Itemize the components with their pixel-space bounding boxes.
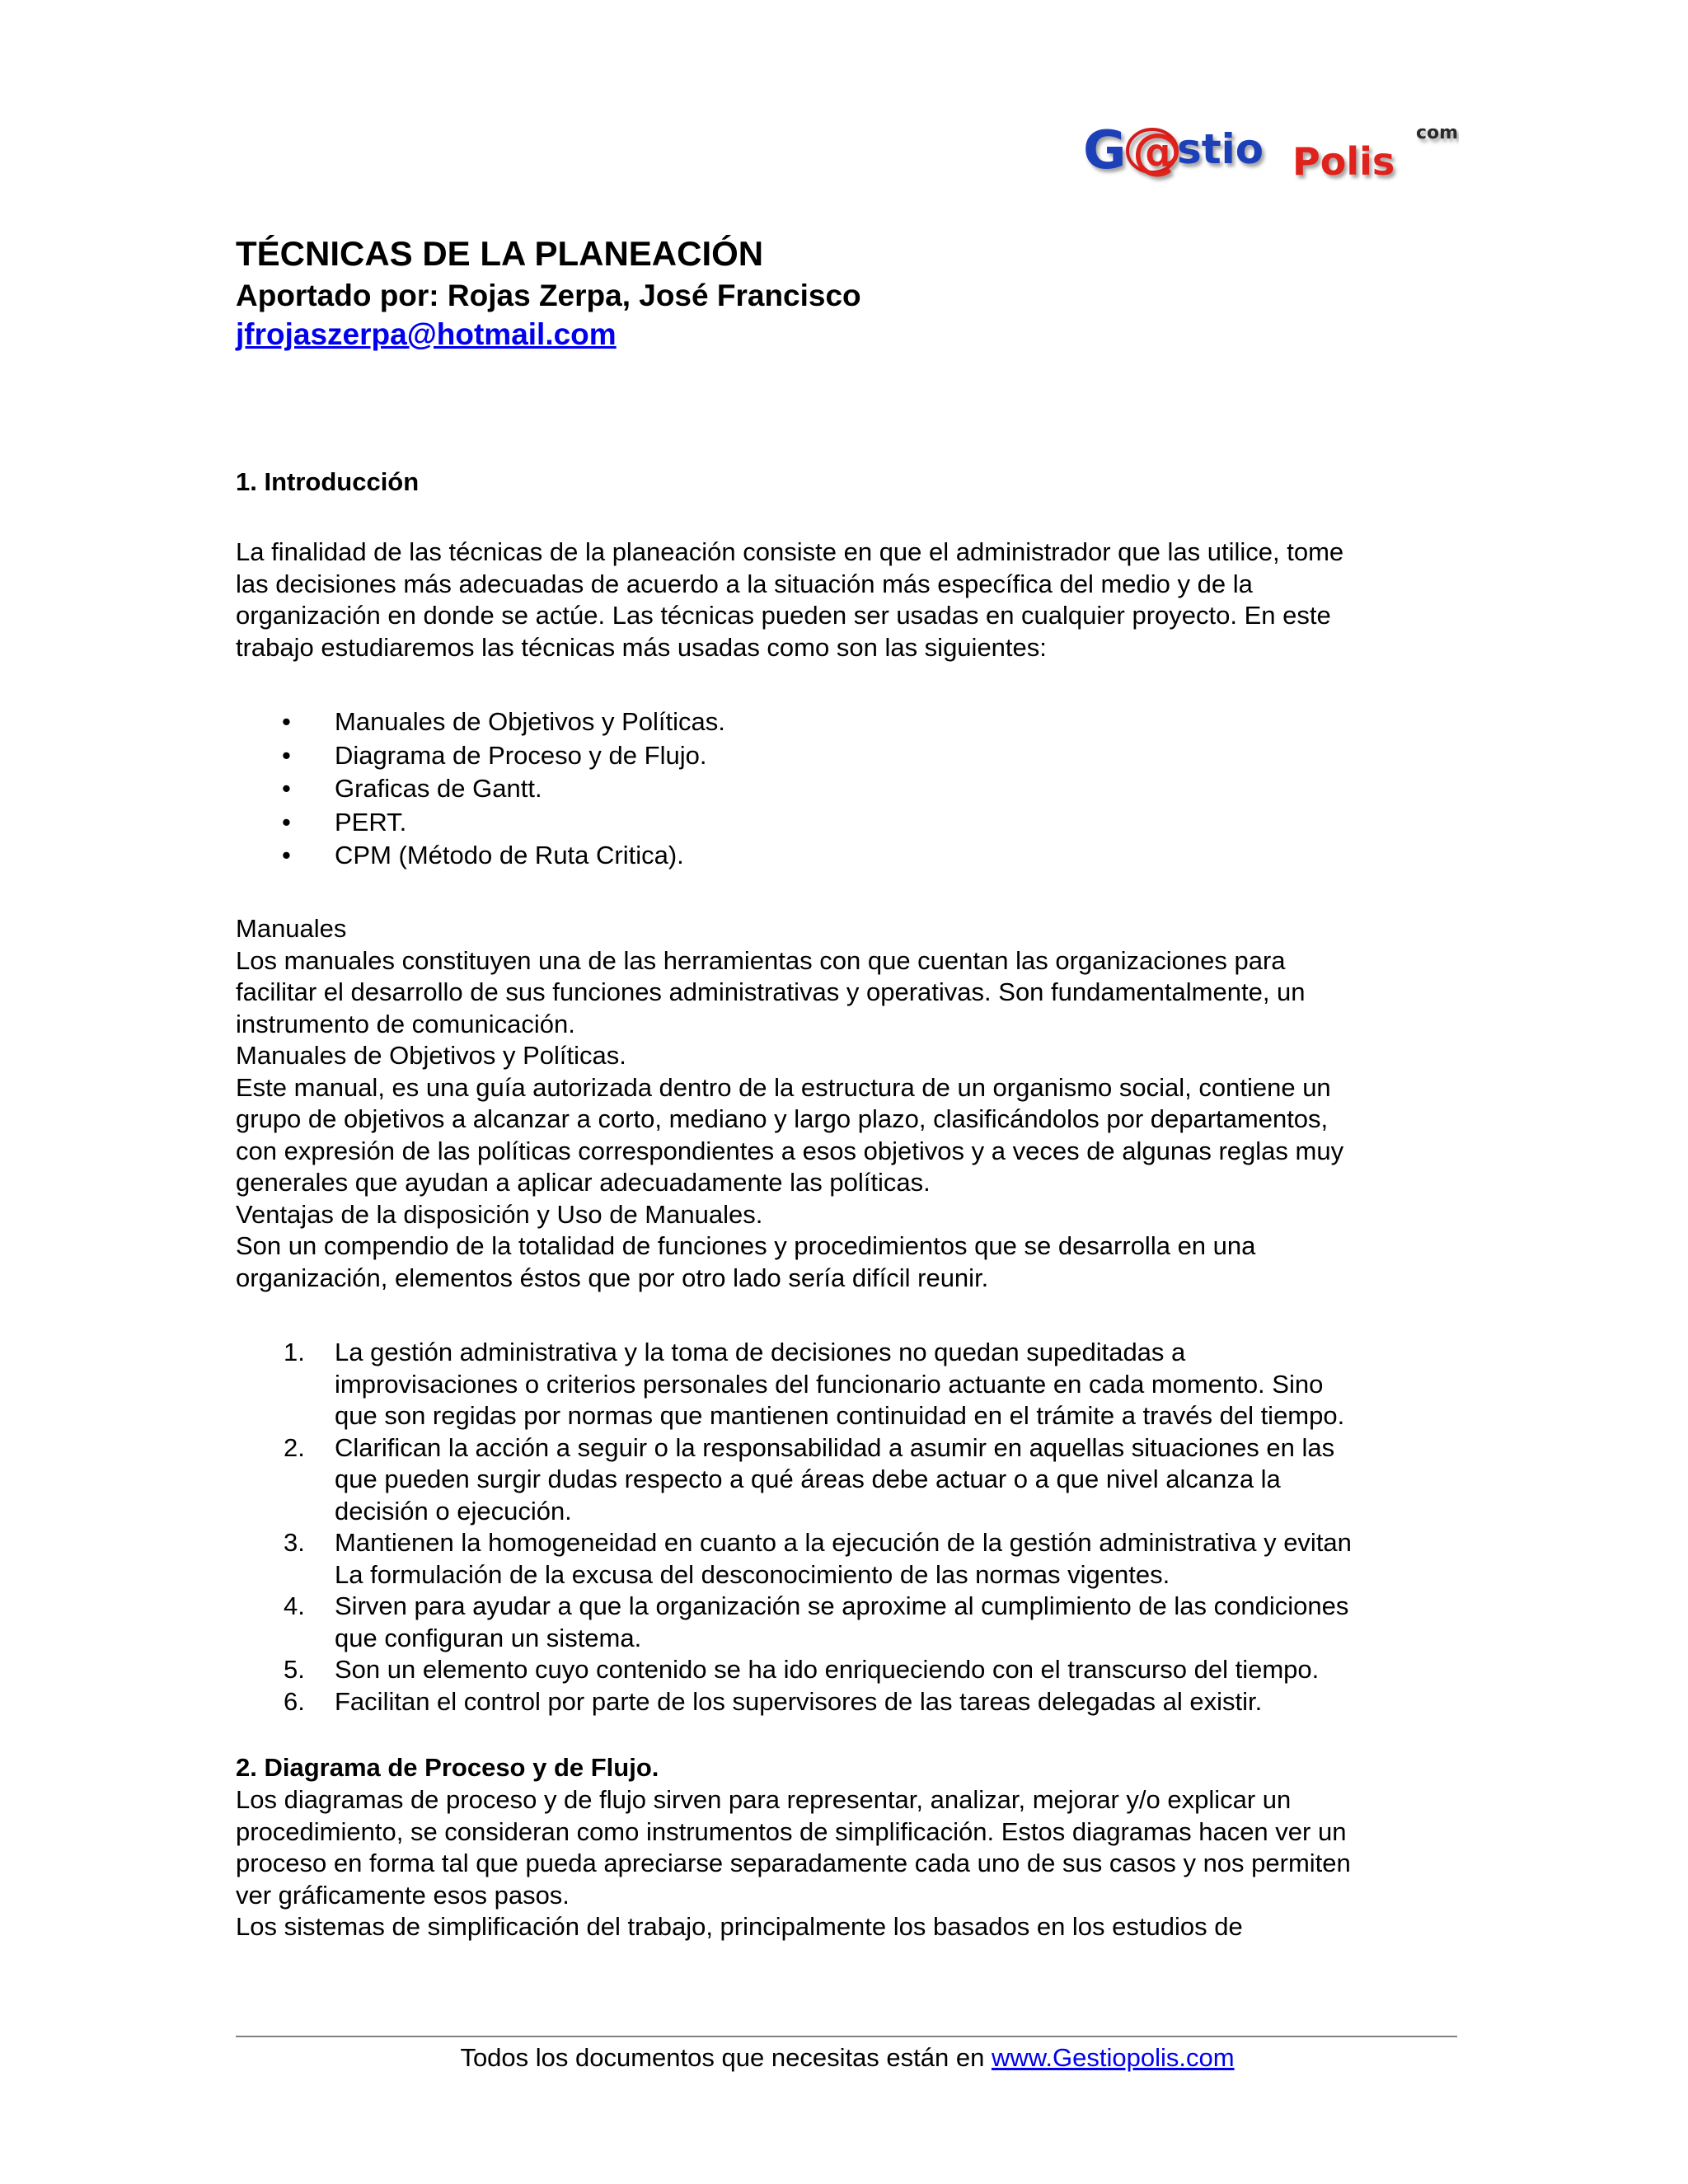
intro-line: organización en donde se actúe. Las técnicas pueden ser usadas en cualquier proyecto. En este [236, 601, 1331, 630]
logo-at-sign: @ [1132, 123, 1182, 180]
list-number: 1. [284, 1338, 305, 1366]
diagram-line: Los sistemas de simplificación del trabajo, principalmente los basados en los estudios de [236, 1912, 1243, 1941]
list-item [236, 806, 1456, 840]
list-item [236, 772, 1456, 806]
manuales-line: Ventajas de la disposición y Uso de Manuales. [236, 1199, 763, 1229]
manuales-line: con expresión de las políticas correspondientes a esos objetivos y a veces de algunas reglas muy [236, 1136, 1344, 1165]
diagram-paragraph [236, 1784, 1456, 1943]
advantages-numbered-list [236, 1337, 1472, 1718]
manuales-line: grupo de objetivos a alcanzar a corto, mediano y largo plazo, clasificándolos por departamentos, [236, 1104, 1329, 1133]
page-footer [0, 2041, 1688, 2074]
list-number: 4. [284, 1591, 305, 1620]
list-item [236, 705, 1456, 739]
list-item [236, 839, 1456, 873]
intro-heading: 1. Introducción [236, 467, 420, 496]
manuales-line: Manuales [236, 914, 347, 943]
list-item-line: que pueden surgir dudas respecto a qué áreas debe actuar o a que nivel alcanza la [335, 1465, 1281, 1493]
footer-divider [236, 2036, 1457, 2037]
diagram-line: proceso en forma tal que pueda apreciarse separadamente cada uno de sus casos y nos permiten [236, 1849, 1351, 1877]
list-number: 6. [284, 1686, 305, 1716]
list-number: 3. [284, 1528, 305, 1557]
list-item [236, 1432, 1472, 1528]
list-number: 5. [284, 1655, 305, 1684]
list-item-line: Mantienen la homogeneidad en cuanto a la ejecución de la gestión administrativa y evitan [335, 1528, 1352, 1557]
list-item-text: Diagrama de Proceso y de Flujo. [335, 740, 707, 770]
bullet-marker: • [282, 740, 291, 770]
list-item-line: Sirven para ayudar a que la organización se aproxime al cumplimiento de las condiciones [335, 1591, 1349, 1620]
list-item [236, 1337, 1472, 1432]
logo-com-suffix: com [1416, 123, 1459, 143]
bullet-marker: • [282, 774, 291, 803]
intro-line: La finalidad de las técnicas de la planeación consiste en que el administrador que las utilice, tome [236, 537, 1344, 566]
list-item [236, 1527, 1472, 1591]
list-item-line: Clarifican la acción a seguir o la responsabilidad a asumir en aquellas situaciones en las [335, 1432, 1335, 1462]
author-email-link[interactable]: jfrojaszerpa@hotmail.com [236, 317, 617, 351]
manuales-line: Son un compendio de la totalidad de funciones y procedimientos que se desarrolla en una [236, 1231, 1256, 1260]
list-item-text: Graficas de Gantt. [335, 774, 542, 803]
bullet-marker: • [282, 841, 291, 869]
list-item-line: La formulación de la excusa del desconocimiento de las normas vigentes. [335, 1559, 1170, 1589]
list-item-line: que son regidas por normas que mantienen continuidad en el trámite a través del tiempo. [335, 1401, 1345, 1430]
manuales-line: facilitar el desarrollo de sus funciones administrativas y operativas. Son fundamentalmente, un [236, 977, 1306, 1006]
logo-word-polis: Polis [1292, 139, 1395, 184]
footer-text: Todos los documentos que necesitas están en [460, 2043, 992, 2072]
diagram-heading: 2. Diagrama de Proceso y de Flujo. [236, 1753, 659, 1782]
list-item-line: Son un elemento cuyo contenido se ha ido enriqueciendo con el transcurso del tiempo. [335, 1655, 1320, 1684]
bullet-marker: • [282, 807, 291, 837]
manuales-line: instrumento de comunicación. [236, 1009, 575, 1038]
gestiopolis-logo [1080, 117, 1459, 191]
diagram-line: Los diagramas de proceso y de flujo sirven para representar, analizar, mejorar y/o explicar un [236, 1785, 1292, 1814]
list-item-text: Manuales de Objetivos y Políticas. [335, 707, 725, 736]
manuales-section [236, 913, 1456, 1294]
gestiopolis-logo-graphic [1080, 117, 1459, 191]
list-item-line: La gestión administrativa y la toma de decisiones no quedan supeditadas a [335, 1338, 1186, 1366]
manuales-line: organización, elementos éstos que por otro lado sería difícil reunir. [236, 1263, 989, 1292]
document-title: TÉCNICAS DE LA PLANEACIÓN [236, 234, 764, 273]
list-item [236, 1654, 1472, 1686]
list-item [236, 1686, 1472, 1718]
footer-content [460, 2041, 1234, 2074]
list-item [236, 1591, 1472, 1654]
intro-line: trabajo estudiaremos las técnicas más usadas como son las siguientes: [236, 632, 1047, 662]
list-item-text: CPM (Método de Ruta Critica). [335, 841, 684, 869]
list-item-line: Facilitan el control por parte de los supervisores de las tareas delegadas al existir. [335, 1686, 1263, 1716]
diagram-line: ver gráficamente esos pasos. [236, 1880, 570, 1910]
list-item-line: que configuran un sistema. [335, 1623, 642, 1652]
bullet-marker: • [282, 707, 291, 736]
intro-line: las decisiones más adecuadas de acuerdo a la situación más específica del medio y de la [236, 569, 1253, 598]
list-item-line: improvisaciones o criterios personales del funcionario actuante en cada momento. Sino [335, 1369, 1324, 1399]
manuales-line: Manuales de Objetivos y Políticas. [236, 1041, 626, 1070]
list-item [236, 739, 1456, 773]
manuales-line: generales que ayudan a aplicar adecuadamente las políticas. [236, 1168, 931, 1197]
manuales-line: Los manuales constituyen una de las herramientas con que cuentan las organizaciones para [236, 945, 1286, 975]
logo-word-stio: stio [1177, 125, 1264, 173]
list-item-line: decisión o ejecución. [335, 1496, 572, 1526]
footer-link[interactable]: www.Gestiopolis.com [991, 2043, 1235, 2072]
list-item-text: PERT. [335, 807, 407, 837]
logo-letter-g: G [1083, 120, 1127, 181]
manuales-line: Este manual, es una guía autorizada dentro de la estructura de un organismo social, contiene un [236, 1072, 1331, 1102]
techniques-bullet-list [236, 705, 1456, 873]
intro-paragraph [236, 537, 1456, 663]
author-line: Aportado por: Rojas Zerpa, José Francisco [236, 279, 861, 312]
diagram-line: procedimiento, se consideran como instrumentos de simplificación. Estos diagramas hacen ver un [236, 1816, 1347, 1846]
list-number: 2. [284, 1432, 305, 1462]
